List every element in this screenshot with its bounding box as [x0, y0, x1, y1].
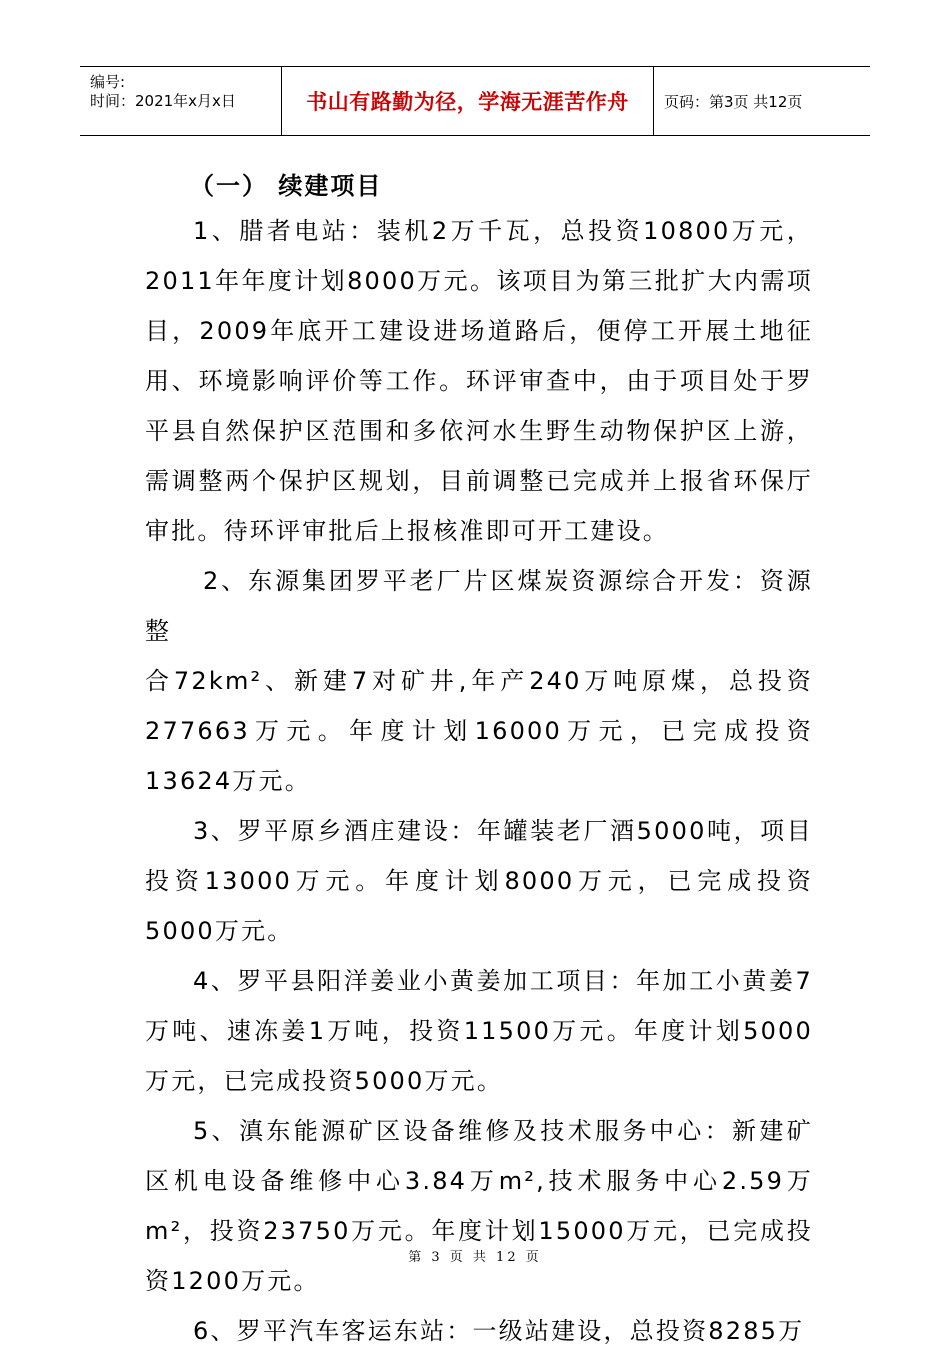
paragraph-3: 3、罗平原乡酒庄建设：年罐装老厂酒5000吨，项目投资13000万元。年度计划8000万元，已完成投资5000万元。: [145, 817, 813, 945]
body-text: [145, 206, 813, 1356]
document-number: 编号:: [90, 73, 126, 91]
paragraph-1: 1、腊者电站：装机2万千瓦，总投资10800万元，2011年年度计划8000万元。该项目为第三批扩大内需项目，2009年底开工建设进场道路后，便停工开展土地征用、环境影响评价等工作。环评审查中，由于项目处于罗平县自然保护区范围和多依河水生野生动物保护区上游，需调整两个保护区规划，目前调整已完成并上报省环保厅审批。待环评审批后上报核准即可开工建设。: [145, 217, 813, 545]
paragraph-4: 4、罗平县阳洋姜业小黄姜加工项目：年加工小黄姜7万吨、速冻姜1万吨，投资11500万元。年度计划5000万元，已完成投资5000万元。: [145, 967, 813, 1095]
document-date: 时间：2021年x月x日: [90, 92, 236, 110]
paragraph-2-continued: 合72km²、新建7对矿井,年产240万吨原煤，总投资277663万元。年度计划16000万元，已完成投资13624万元。: [145, 667, 813, 795]
header-page-info: 页码：第3页 共12页: [664, 92, 803, 111]
section-heading: （一） 续建项目: [190, 172, 383, 200]
paragraph-2: 2、东源集团罗平老厂片区煤炭资源综合开发：资源整: [145, 567, 813, 645]
paragraph-6: 6、罗平汽车客运东站：一级站建设，总投资8285万: [193, 1317, 805, 1345]
paragraph-5: 5、滇东能源矿区设备维修及技术服务中心：新建矿区机电设备维修中心3.84万m²,技术服务中心2.59万m²，投资23750万元。年度计划15000万元，已完成投资1200万元。: [145, 1117, 813, 1295]
page-header: [80, 66, 870, 136]
page-footer: 第 3 页 共 12 页: [408, 1250, 542, 1265]
header-motto: 书山有路勤为径，学海无涯苦作舟: [282, 67, 654, 135]
header-meta: [80, 67, 282, 135]
